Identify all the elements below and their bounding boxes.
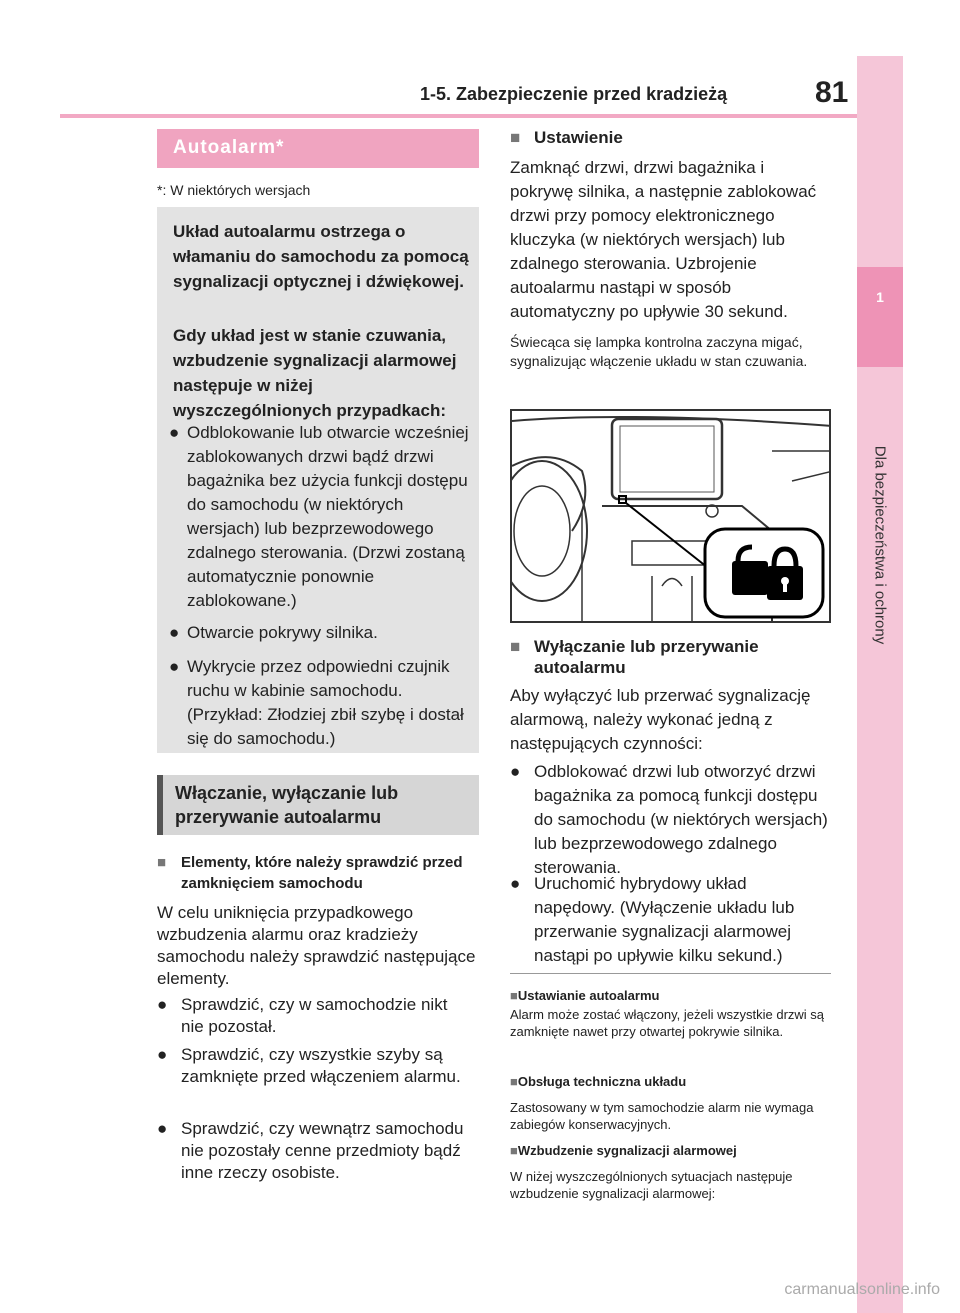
check-intro: W celu uniknięcia przypadkowego wzbudzenia alarmu oraz kradzieży samochodu należy sprawdzić następujące elementy.	[157, 903, 476, 988]
intro-box: Układ autoalarmu ostrzega o włamaniu do samochodu za pomocą sygnalizacji optycznej i dźwiękowej. Gdy układ jest w stanie czuwania, wzbudzenie sygnalizacji alarmowej następuje w niżej wyszczególnionych przypadkach: ● Odblokowanie lub otwarcie wcześniej zablokowanych drzwi bądź drzwi bagażnika bez użycia funkcji dostępu do samochodu (w niektórych wersjach) lub bezprzewodowego zdalnego sterowania. (Drzwi zostaną automatycznie ponownie zablokowane.) ● Otwarcie pokrywy silnika. ● Wykrycie przez odpowiedni czujnik ruchu w kabinie samochodu. (Przykład: Złodziej zbił szybę i dostał się do samochodu.)	[157, 207, 479, 753]
section-title-autoalarm: Autoalarm*	[157, 129, 479, 168]
intro-paragraph-2: Gdy układ jest w stanie czuwania, wzbudzenie sygnalizacji alarmowej następuje w niżej wyszczególnionych przypadkach:	[173, 326, 457, 420]
page-number: 81	[815, 76, 849, 109]
dashboard-illustration	[510, 409, 831, 623]
header-divider	[60, 114, 857, 118]
note-heading: ■Ustawianie autoalarmu	[510, 988, 660, 1003]
square-bullet-icon: ■	[510, 637, 521, 656]
bullet-icon: ●	[169, 423, 180, 442]
intro-paragraph-1: Układ autoalarmu ostrzega o włamaniu do samochodu za pomocą sygnalizacji optycznej i dźwiękowej.	[173, 222, 469, 291]
notes-divider	[510, 973, 831, 974]
section-title-on-off: Włączanie, wyłączanie lub przerywanie autoalarmu	[157, 775, 479, 835]
bullet-icon: ●	[510, 874, 521, 893]
bullet-icon: ●	[157, 1045, 168, 1064]
note-heading: ■Wzbudzenie sygnalizacji alarmowej	[510, 1143, 737, 1158]
side-tab-text: Dla bezpieczeństwa i ochrony	[871, 445, 889, 645]
disable-intro: Aby wyłączyć lub przerwać sygnalizację alarmową, należy wykonać jedną z następujących czynności:	[510, 686, 811, 753]
side-tab-number: 1	[857, 267, 903, 367]
footnote: *: W niektórych wersjach	[157, 182, 311, 198]
square-bullet-icon: ■	[157, 854, 167, 871]
bullet-icon: ●	[169, 623, 180, 642]
bullet-icon: ●	[169, 657, 180, 676]
note-text: Alarm może zostać włączony, jeżeli wszystkie drzwi są zamknięte nawet przy otwartej pokrywie silnika.	[510, 1007, 825, 1039]
watermark: carmanualsonline.info	[784, 1281, 940, 1298]
bullet-icon: ●	[157, 995, 168, 1014]
bullet-icon: ●	[510, 762, 521, 781]
note-text: W niżej wyszczególnionych sytuacjach następuje wzbudzenie sygnalizacji alarmowej:	[510, 1169, 793, 1201]
square-bullet-icon: ■	[510, 988, 518, 1003]
dashboard-indicator-illustration	[512, 411, 831, 623]
bullet-icon: ●	[157, 1119, 168, 1138]
setting-note: Świecąca się lampka kontrolna zaczyna migać, sygnalizując włączenie układu w stan czuwania.	[510, 334, 808, 369]
setting-text: Zamknąć drzwi, drzwi bagażnika i pokrywę silnika, a następnie zablokować drzwi przy pomocy elektronicznego kluczyka (w niektórych wersjach) lub zdalnego sterowania. Uzbrojenie autoalarmu nastąpi w sposób automatyczny po upływie 30 sekund.	[510, 158, 817, 321]
note-text: Zastosowany w tym samochodzie alarm nie wymaga zabiegów konserwacyjnych.	[510, 1100, 814, 1132]
side-tab	[857, 56, 903, 1313]
square-bullet-icon: ■	[510, 1074, 518, 1089]
note-heading: ■Obsługa techniczna układu	[510, 1074, 687, 1089]
square-bullet-icon: ■	[510, 1143, 518, 1158]
square-bullet-icon: ■	[510, 128, 521, 147]
chapter-title: 1-5. Zabezpieczenie przed kradzieżą	[420, 84, 728, 104]
